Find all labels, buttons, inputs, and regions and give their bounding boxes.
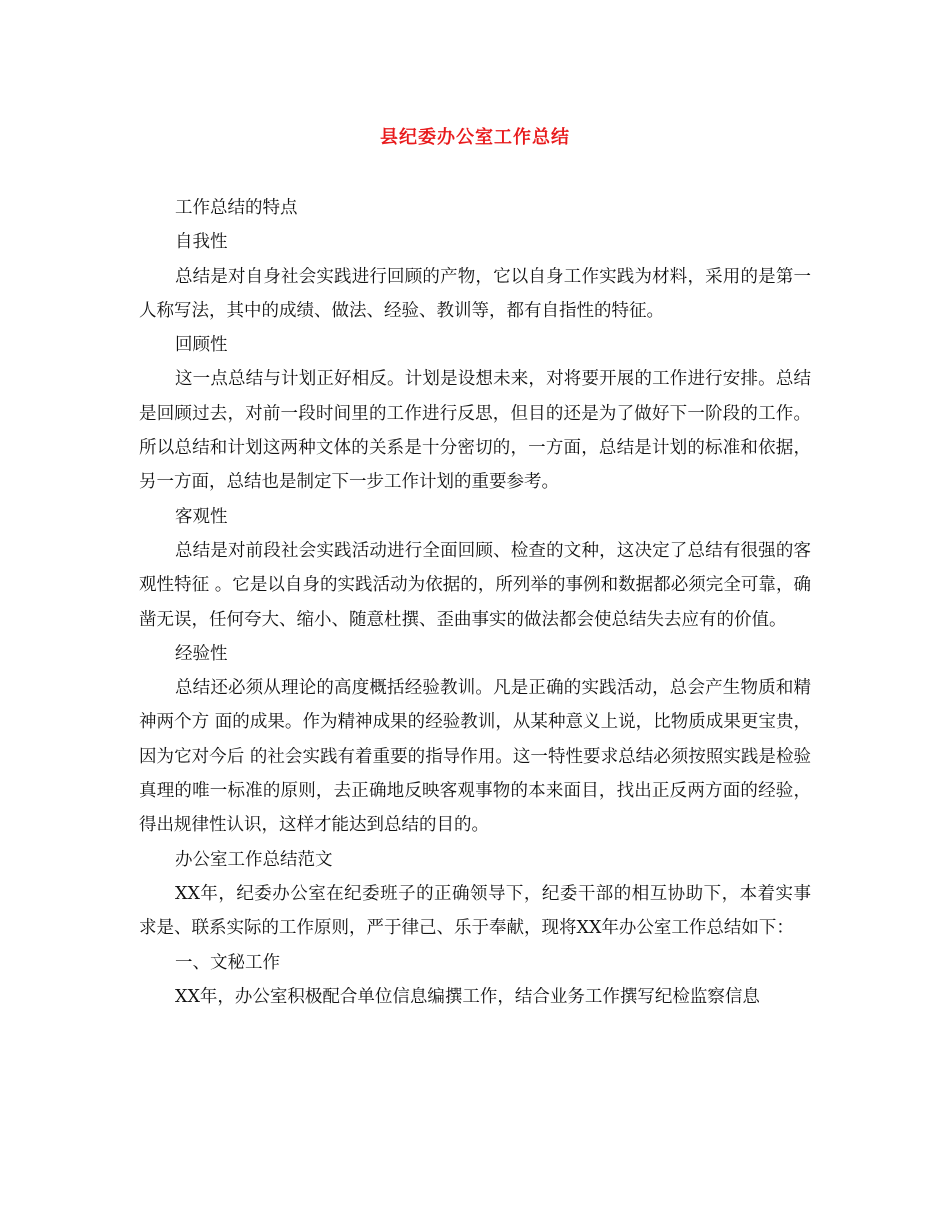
subsection-heading: 一、文秘工作 — [175, 952, 280, 973]
document-body — [139, 191, 811, 1014]
subsection-heading: 客观性 — [175, 506, 228, 527]
body-paragraph: XX年，纪委办公室在纪委班子的正确领导下，纪委干部的相互协助下，本着实事求是、联系实际的工作原则，严于律己、乐于奉献，现将XX年办公室工作总结如下： — [139, 883, 811, 939]
subsection-heading: 回顾性 — [175, 335, 228, 356]
subsection-heading: 自我性 — [175, 232, 228, 253]
subsection-heading: 经验性 — [175, 643, 228, 664]
section-heading: 工作总结的特点 — [175, 198, 298, 218]
document-title: 县纪委办公室工作总结 — [380, 127, 570, 148]
body-paragraph: 总结是对自身社会实践进行回顾的产物，它以自身工作实践为材料，采用的是第一人称写法，其中的成绩、做法、经验、教训等，都有自指性的特征。 — [139, 266, 811, 321]
body-paragraph: XX年，办公室积极配合单位信息编撰工作，结合业务工作撰写纪检监察信息 — [175, 986, 760, 1007]
body-paragraph: 总结还必须从理论的高度概括经验教训。凡是正确的实践活动，总会产生物质和精神两个方 面的成果。作为精神成果的经验教训，从某种意义上说，比物质成果更宝贵，因为它对今后 的社会实践有着重要的指导作用。这一特性要求总结必须按照实践是检验真理的唯一标准的原则，去正确地反映客观事物的本来面目，找出正反两方面的经验，得出规律性认识，这样才能达到总结的目的。 — [139, 678, 811, 836]
body-paragraph: 总结是对前段社会实践活动进行全面回顾、检查的文种，这决定了总结有很强的客观性特征 。它是以自身的实践活动为依据的，所列举的事例和数据都必须完全可靠，确凿无误，任何夸大、缩小、随意杜撰、歪曲事实的做法都会使总结失去应有的价值。 — [139, 540, 811, 630]
section-heading: 办公室工作总结范文 — [175, 849, 333, 870]
body-paragraph: 这一点总结与计划正好相反。计划是设想未来，对将要开展的工作进行安排。总结是回顾过去，对前一段时间里的工作进行反思，但目的还是为了做好下一阶段的工作。所以总结和计划这两种文体的关系是十分密切的，一方面，总结是计划的标准和依据，另一方面，总结也是制定下一步工作计划的重要参考。 — [139, 369, 811, 493]
